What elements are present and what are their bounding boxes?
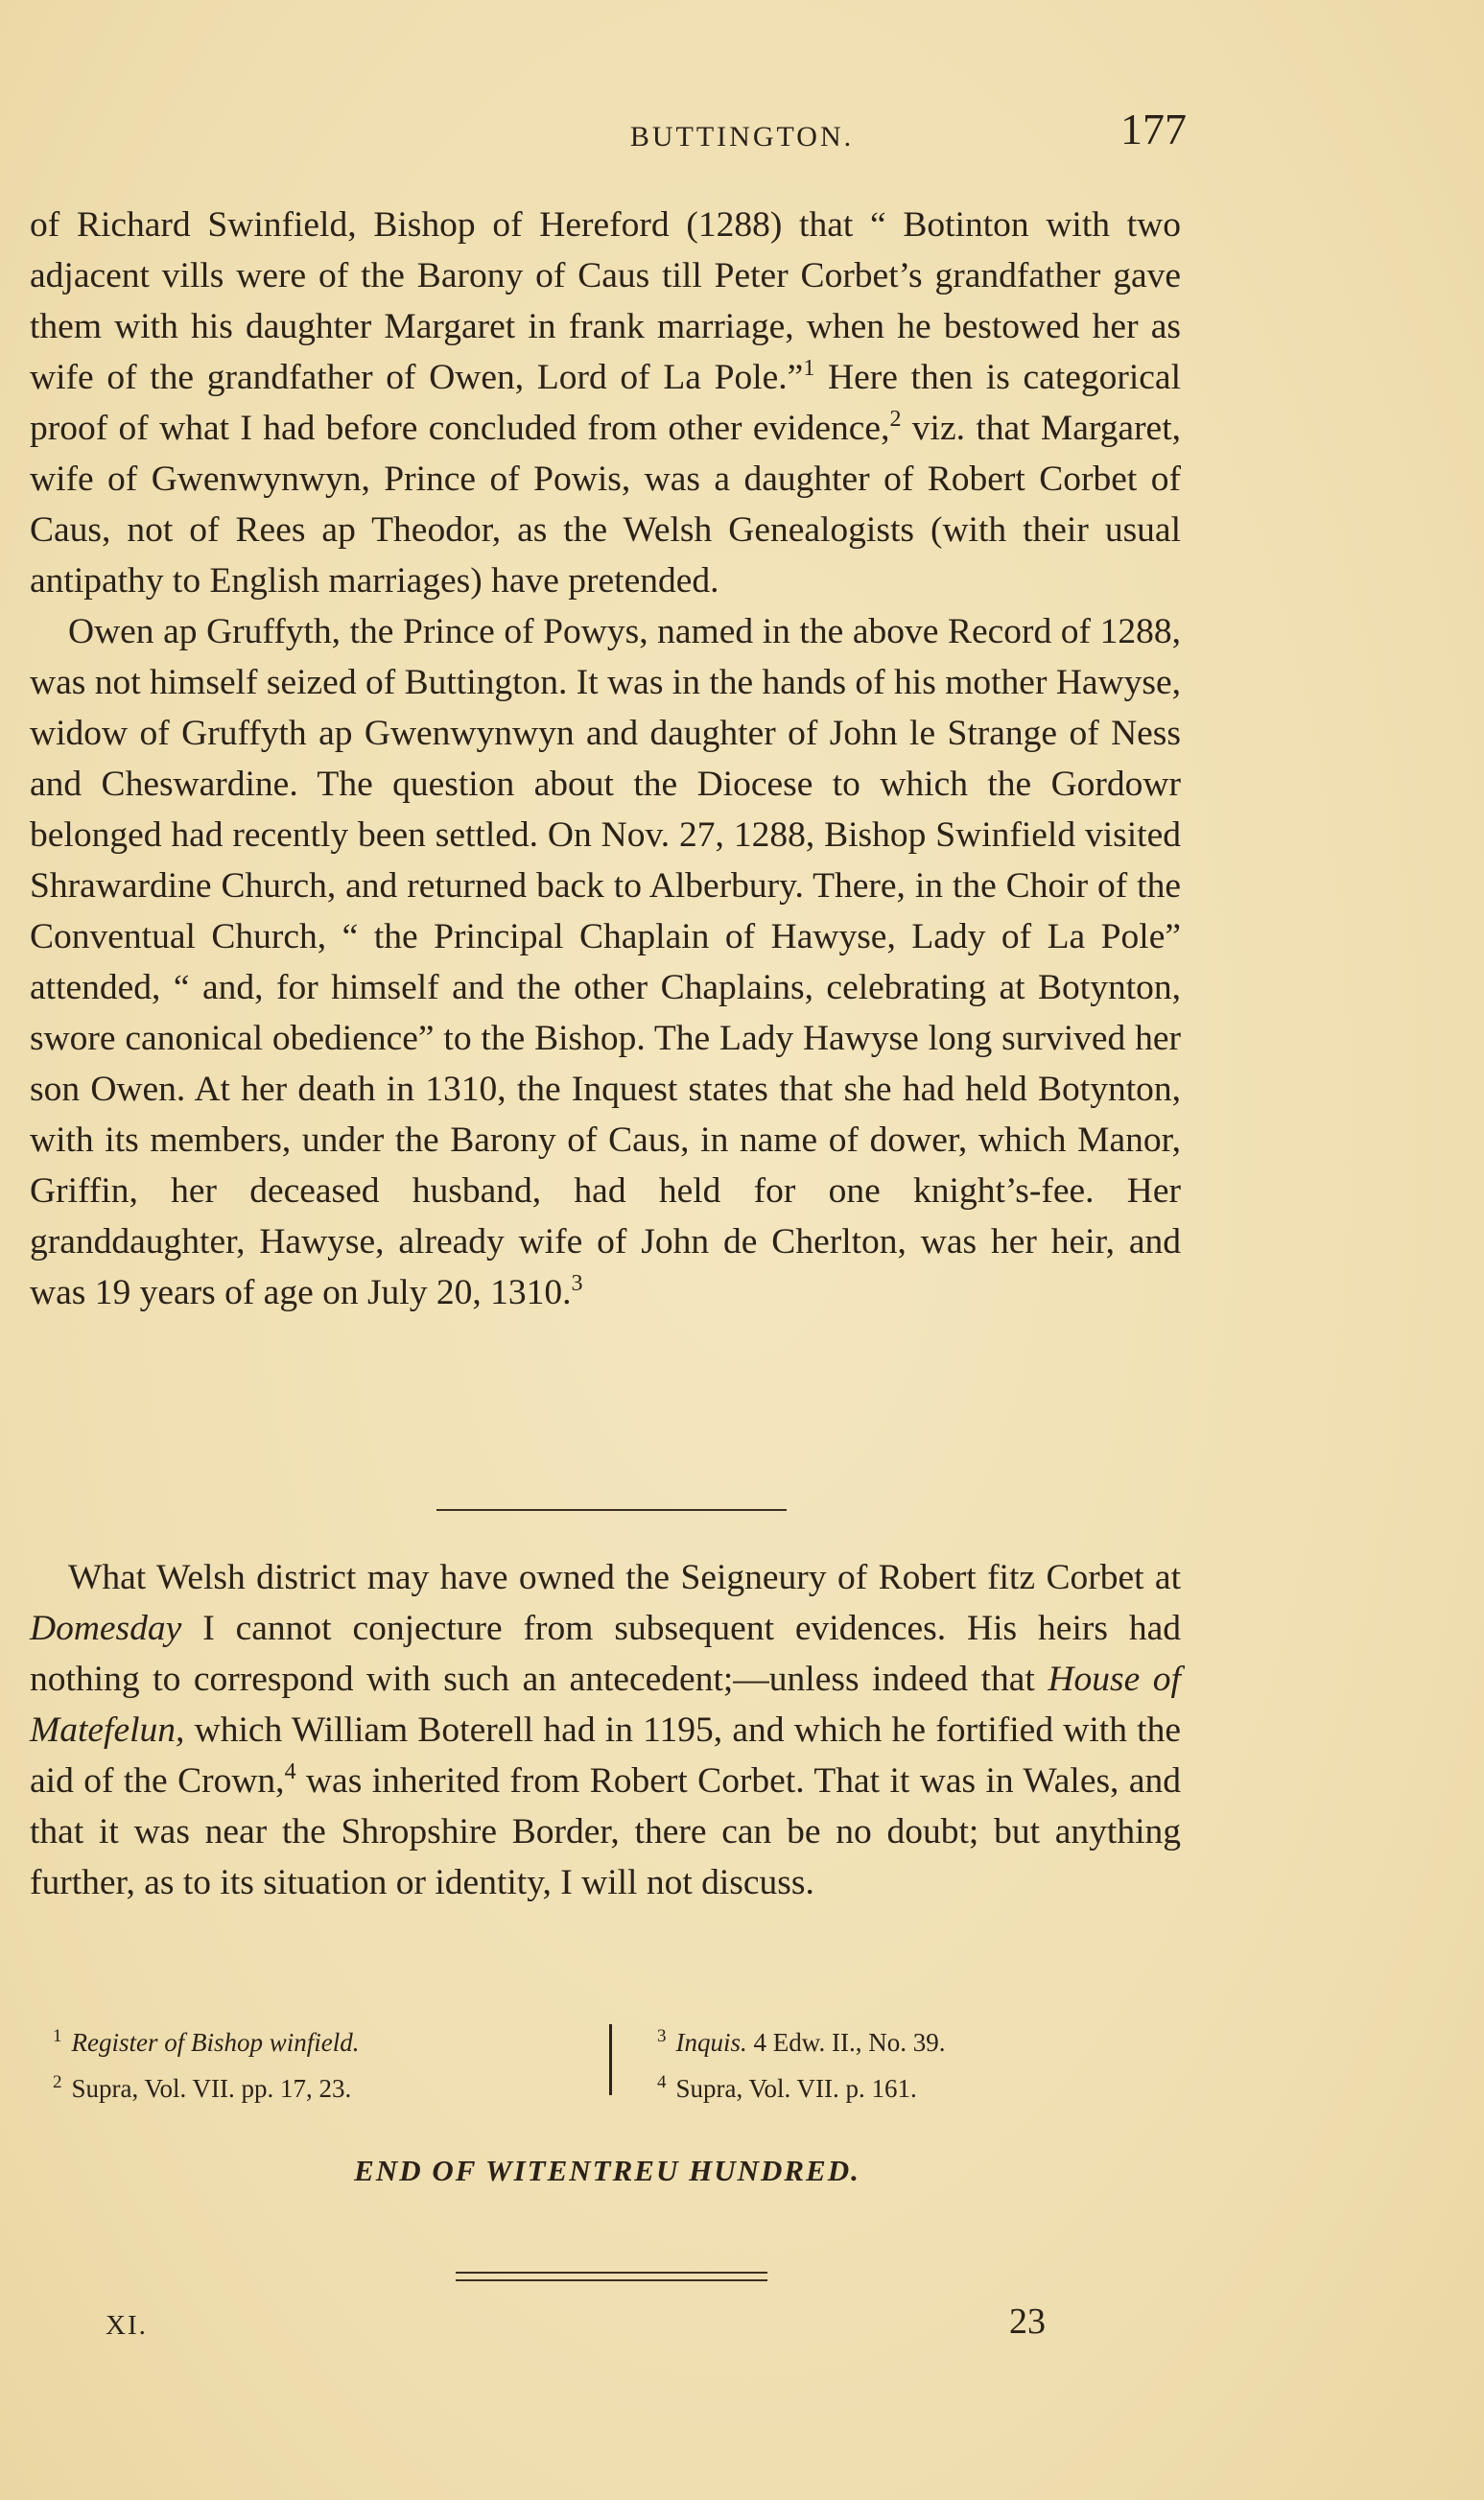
paragraph-1-text-c: viz. that Margaret, wife of Gwenwynwyn, Prince of Powis, was a daughter of Robert Corbet of Caus, not of Rees ap Theodor, as the Welsh Genealogists (with their usual antipathy to English marriages) have pretended.	[30, 409, 1181, 601]
footnotes-column-divider	[609, 2024, 612, 2095]
footnote-1-marker: 1	[53, 2026, 62, 2046]
footnote-4	[657, 2063, 945, 2109]
paragraph-1	[30, 200, 1181, 606]
paragraph-3	[30, 1552, 1181, 1908]
footnote-ref-2: 2	[889, 407, 902, 432]
paragraph-1-text-b: Here then is categorical proof of what I had before concluded from other evidence,	[30, 358, 1181, 448]
paragraph-3-italic-domesday: Domesday	[30, 1609, 182, 1648]
running-title: BUTTINGTON.	[629, 121, 855, 153]
footnote-1-text: Register of Bishop winfield.	[71, 2028, 360, 2057]
page-number: 177	[1120, 105, 1187, 153]
footnote-3-text: 4 Edw. II., No. 39.	[746, 2028, 946, 2057]
footnote-ref-1: 1	[803, 356, 815, 381]
paragraph-3-text-c: which William Boterell had in 1195, and which he fortified with the aid of the Crown,	[30, 1710, 1181, 1801]
footnote-ref-4: 4	[284, 1759, 296, 1784]
footnote-2-text: Supra, Vol. VII. pp. 17, 23.	[71, 2074, 352, 2103]
paragraph-2	[30, 606, 1181, 1318]
footnote-2-marker: 2	[53, 2072, 62, 2092]
footnote-4-text: Supra, Vol. VII. p. 161.	[675, 2074, 917, 2103]
footnote-4-marker: 4	[657, 2072, 667, 2092]
end-of-hundred-heading: END OF WITENTREU HUNDRED.	[354, 2154, 860, 2187]
paragraph-3-text-d: was inherited from Robert Corbet. That it was in Wales, and that it was near the Shropshire Border, there can be no doubt; but anything further, as to its situation or identity, I will not discuss.	[30, 1761, 1181, 1902]
signature-mark: XI.	[106, 2310, 148, 2341]
footnote-3	[657, 2017, 945, 2063]
section-divider-rule	[436, 1509, 787, 1511]
footnote-1	[53, 2017, 359, 2063]
paragraph-3-italic-matefelun: House of Matefelun,	[30, 1660, 1181, 1750]
footnotes-left-column	[53, 2017, 359, 2109]
footnote-3-italic: Inquis.	[675, 2028, 747, 2057]
paragraph-1-text-a: of Richard Swinfield, Bishop of Hereford (1288) that “ Botinton with two adjacent vills were of the Barony of Caus till Peter Corbet’s grandfather gave them with his daughter Margaret in frank marriage, when he bestowed her as wife of the grandfather of Owen, Lord of La Pole.”	[30, 205, 1181, 397]
section-buttington	[30, 200, 1181, 1318]
footnote-ref-3: 3	[571, 1271, 583, 1296]
section-welsh-district	[30, 1552, 1181, 1908]
closing-double-rule	[456, 2272, 767, 2281]
paragraph-3-text-b: I cannot conjecture from subsequent evidences. His heirs had nothing to correspond with such an antecedent;—unless indeed that	[30, 1609, 1181, 1699]
footnote-2	[53, 2063, 359, 2109]
footnote-3-marker: 3	[657, 2026, 667, 2046]
sheet-number: 23	[1009, 2301, 1046, 2342]
paragraph-3-text-a: What Welsh district may have owned the Seigneury of Robert fitz Corbet at	[68, 1558, 1181, 1597]
footnotes-right-column	[657, 2017, 945, 2109]
paragraph-2-text: Owen ap Gruffyth, the Prince of Powys, named in the above Record of 1288, was not himself seized of Buttington. It was in the hands of his mother Hawyse, widow of Gruffyth ap Gwenwynwyn and daughter of John le Strange of Ness and Cheswardine. The question about the Diocese to which the Gordowr belonged had recently been settled. On Nov. 27, 1288, Bishop Swinfield visited Shrawardine Church, and returned back to Alberbury. There, in the Choir of the Conventual Church, “ the Principal Chaplain of Hawyse, Lady of La Pole” attended, “ and, for himself and the other Chaplains, celebrating at Botynton, swore canonical obedience” to the Bishop. The Lady Hawyse long survived her son Owen. At her death in 1310, the Inquest states that she had held Botynton, with its members, under the Barony of Caus, in name of dower, which Manor, Griffin, her deceased husband, had held for one knight’s-fee. Her granddaughter, Hawyse, already wife of John de Cherlton, was her heir, and was 19 years of age on July 20, 1310.	[30, 612, 1181, 1312]
